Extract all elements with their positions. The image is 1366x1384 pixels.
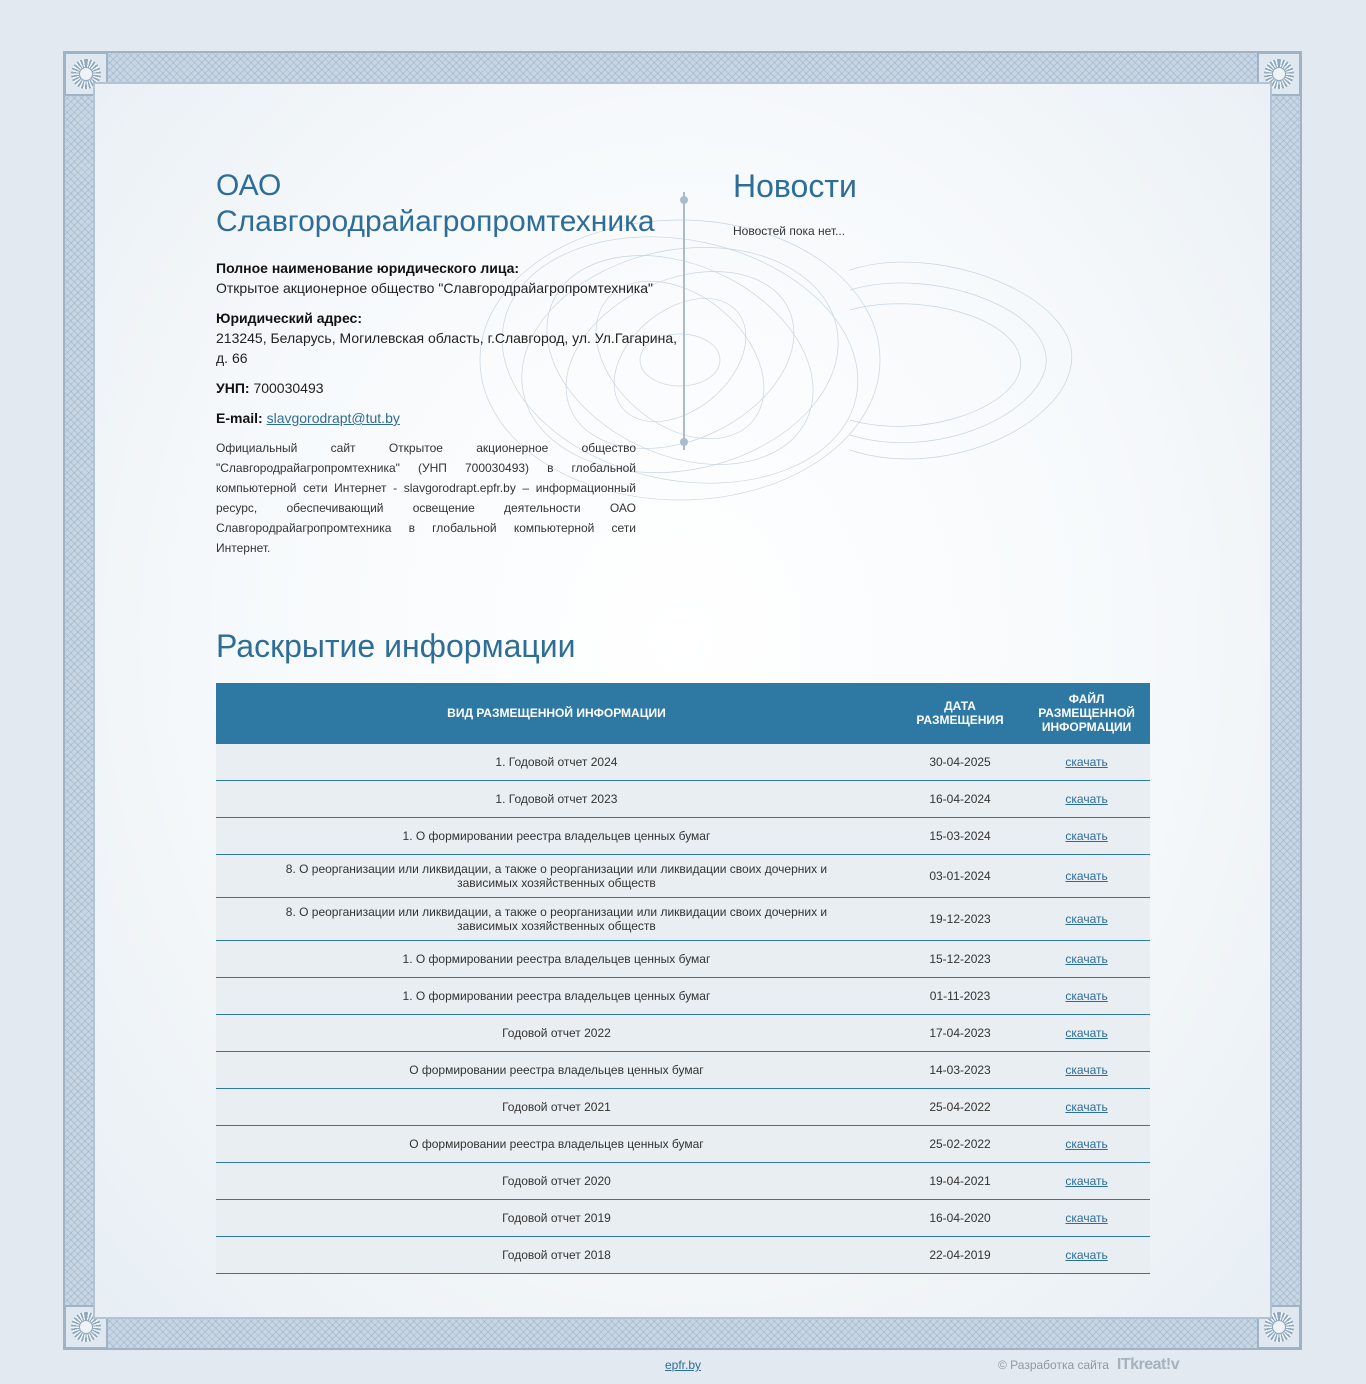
address-field [216, 308, 686, 368]
row-file-cell [1023, 1237, 1150, 1274]
row-file-cell [1023, 744, 1150, 781]
row-date: 25-04-2022 [897, 1089, 1023, 1126]
row-date: 15-12-2023 [897, 941, 1023, 978]
email-link[interactable]: slavgorodrapt@tut.by [266, 410, 400, 426]
row-kind: 8. О реорганизации или ликвидации, а также о реорганизации или ликвидации своих дочерних и зависимых хозяйственных обществ [216, 855, 897, 898]
disclosure-title: Раскрытие информации [216, 628, 576, 664]
row-kind: О формировании реестра владельцев ценных бумаг [216, 1052, 897, 1089]
table-row [216, 855, 1150, 898]
row-file-cell [1023, 1126, 1150, 1163]
row-kind: 1. О формировании реестра владельцев ценных бумаг [216, 978, 897, 1015]
table-row [216, 978, 1150, 1015]
row-date: 15-03-2024 [897, 818, 1023, 855]
row-date: 30-04-2025 [897, 744, 1023, 781]
unp-label: УНП: [216, 380, 250, 396]
address-value: 213245, Беларусь, Могилевская область, г.Славгород, ул. Ул.Гагарина, д. 66 [216, 330, 678, 366]
row-kind: 1. О формировании реестра владельцев ценных бумаг [216, 818, 897, 855]
row-date: 16-04-2020 [897, 1200, 1023, 1237]
download-link[interactable]: скачать [1065, 912, 1108, 926]
company-info [216, 168, 686, 558]
download-link[interactable]: скачать [1065, 1100, 1108, 1114]
developer-credit [998, 1356, 1179, 1374]
row-kind: Годовой отчет 2022 [216, 1015, 897, 1052]
row-kind: Годовой отчет 2020 [216, 1163, 897, 1200]
row-date: 03-01-2024 [897, 855, 1023, 898]
email-field [216, 408, 686, 428]
disclosure-table [216, 683, 1150, 1274]
full-name-field [216, 258, 686, 298]
row-file-cell [1023, 978, 1150, 1015]
row-kind: 1. Годовой отчет 2023 [216, 781, 897, 818]
row-file-cell [1023, 1052, 1150, 1089]
table-row [216, 1052, 1150, 1089]
row-file-cell [1023, 941, 1150, 978]
row-kind: Годовой отчет 2019 [216, 1200, 897, 1237]
row-kind: 1. Годовой отчет 2024 [216, 744, 897, 781]
developer-logo[interactable]: ITkreat!v [1116, 1356, 1180, 1373]
row-file-cell [1023, 855, 1150, 898]
unp-field [216, 378, 686, 398]
row-date: 14-03-2023 [897, 1052, 1023, 1089]
row-file-cell [1023, 818, 1150, 855]
download-link[interactable]: скачать [1065, 1137, 1108, 1151]
download-link[interactable]: скачать [1065, 1026, 1108, 1040]
download-link[interactable]: скачать [1065, 989, 1108, 1003]
about-text: Официальный сайт Открытое акционерное общество "Славгородрайагропромтехника" (УНП 700030493) в глобальной компьютерной сети Интернет - slavgorodrapt.epfr.by – информационный ресурс, обеспечивающий освещение деятельности ОАО Славгородрайагропромтехника в глобальной компьютерной сети Интернет. [216, 441, 636, 555]
table-row [216, 1200, 1150, 1237]
header-file: ФАЙЛ РАЗМЕЩЕННОЙ ИНФОРМАЦИИ [1023, 683, 1150, 744]
row-kind: Годовой отчет 2018 [216, 1237, 897, 1274]
table-row [216, 898, 1150, 941]
table-row [216, 1237, 1150, 1274]
row-kind: 8. О реорганизации или ликвидации, а также о реорганизации или ликвидации своих дочерних и зависимых хозяйственных обществ [216, 898, 897, 941]
row-date: 22-04-2019 [897, 1237, 1023, 1274]
full-name-label: Полное наименование юридического лица: [216, 260, 520, 276]
table-row [216, 1163, 1150, 1200]
row-date: 19-12-2023 [897, 898, 1023, 941]
email-label: E-mail: [216, 410, 263, 426]
unp-value: 700030493 [253, 380, 324, 396]
address-label: Юридический адрес: [216, 310, 362, 326]
download-link[interactable]: скачать [1065, 952, 1108, 966]
table-row [216, 941, 1150, 978]
table-row [216, 744, 1150, 781]
row-date: 19-04-2021 [897, 1163, 1023, 1200]
download-link[interactable]: скачать [1065, 1211, 1108, 1225]
news-empty-text: Новостей пока нет... [733, 224, 846, 238]
news-title: Новости [733, 168, 857, 204]
download-link[interactable]: скачать [1065, 1248, 1108, 1262]
footer-site-link[interactable]: epfr.by [665, 1358, 702, 1372]
header-date: ДАТА РАЗМЕЩЕНИЯ [897, 683, 1023, 744]
download-link[interactable]: скачать [1065, 1063, 1108, 1077]
table-row [216, 781, 1150, 818]
developer-text: © Разработка сайта [998, 1358, 1109, 1372]
row-kind: О формировании реестра владельцев ценных бумаг [216, 1126, 897, 1163]
download-link[interactable]: скачать [1065, 869, 1108, 883]
row-file-cell [1023, 1089, 1150, 1126]
download-link[interactable]: скачать [1065, 755, 1108, 769]
table-row [216, 1126, 1150, 1163]
download-link[interactable]: скачать [1065, 829, 1108, 843]
row-file-cell [1023, 1200, 1150, 1237]
table-row [216, 1015, 1150, 1052]
table-row [216, 1089, 1150, 1126]
row-file-cell [1023, 781, 1150, 818]
company-title: ОАО Славгородрайагропромтехника [216, 169, 655, 238]
row-date: 16-04-2024 [897, 781, 1023, 818]
row-file-cell [1023, 898, 1150, 941]
download-link[interactable]: скачать [1065, 792, 1108, 806]
download-link[interactable]: скачать [1065, 1174, 1108, 1188]
row-kind: Годовой отчет 2021 [216, 1089, 897, 1126]
disclosure-rows [216, 744, 1150, 1274]
row-date: 25-02-2022 [897, 1126, 1023, 1163]
row-date: 01-11-2023 [897, 978, 1023, 1015]
table-header-row [216, 683, 1150, 744]
news-section [733, 168, 1133, 238]
full-name-value: Открытое акционерное общество "Славгородрайагропромтехника" [216, 280, 653, 296]
table-row [216, 818, 1150, 855]
header-kind: ВИД РАЗМЕЩЕННОЙ ИНФОРМАЦИИ [216, 683, 897, 744]
row-kind: 1. О формировании реестра владельцев ценных бумаг [216, 941, 897, 978]
row-file-cell [1023, 1015, 1150, 1052]
row-date: 17-04-2023 [897, 1015, 1023, 1052]
row-file-cell [1023, 1163, 1150, 1200]
